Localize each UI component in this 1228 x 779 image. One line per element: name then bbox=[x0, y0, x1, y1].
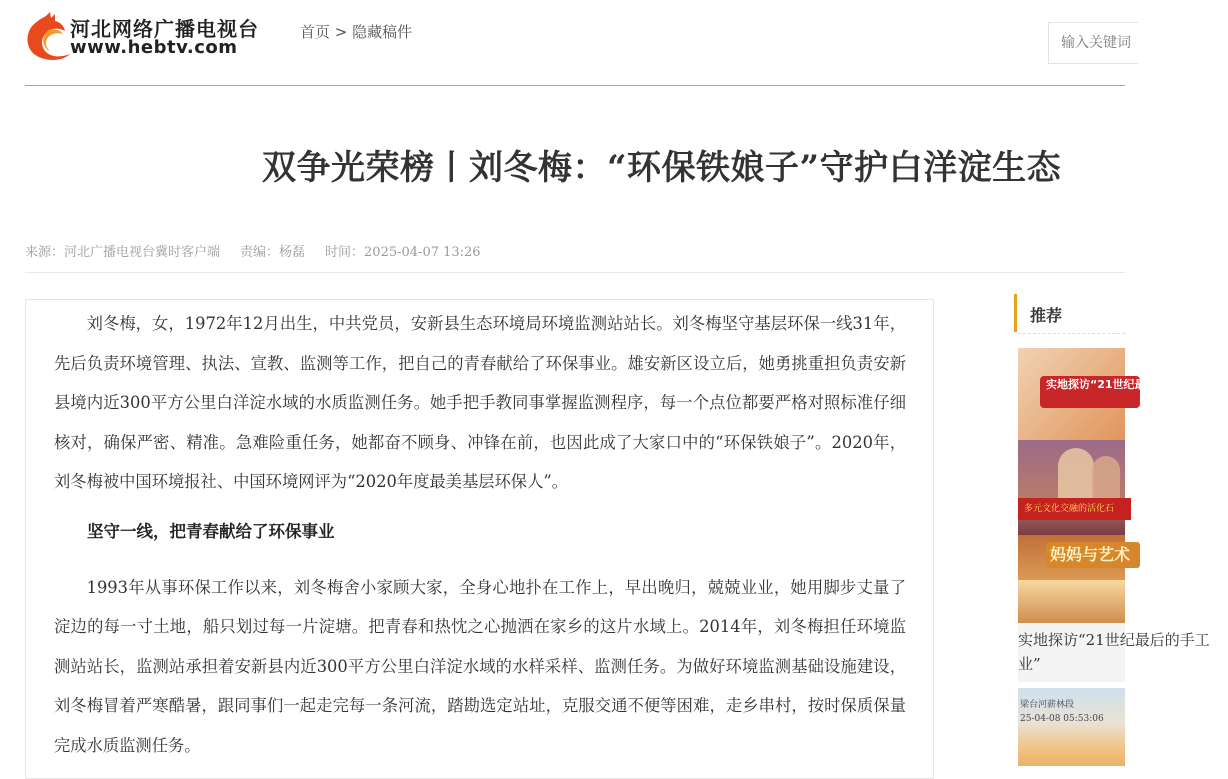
recommend-thumbnail[interactable] bbox=[1018, 348, 1208, 623]
thumbnail-overlay-text bbox=[1020, 698, 1104, 726]
breadcrumb-separator: > bbox=[330, 23, 353, 41]
article-title: 双争光荣榜丨刘冬梅：“环保铁娘子”守护白洋淀生态 bbox=[262, 148, 1062, 188]
logo-url: www.hebtv.com bbox=[70, 37, 238, 58]
thumbnail-banner: 实地探访“21世纪最后的手工业” bbox=[1040, 376, 1140, 408]
breadcrumb-current[interactable]: 隐藏稿件 bbox=[352, 23, 413, 41]
recommend-card[interactable] bbox=[1018, 688, 1125, 766]
recommend-heading bbox=[1014, 294, 1128, 332]
site-logo[interactable] bbox=[24, 12, 259, 62]
breadcrumb bbox=[300, 21, 412, 42]
thumbnail-logo: 妈妈与艺术 bbox=[1046, 542, 1140, 568]
article-editor: 责编：杨磊 bbox=[240, 245, 306, 260]
logo-chinese-name: 河北网络广播电视台 bbox=[70, 17, 259, 41]
recommend-caption[interactable] bbox=[1018, 628, 1210, 676]
article-paragraph: 1993年从事环保工作以来，刘冬梅舍小家顾大家，全身心地扑在工作上，早出晚归，兢兢业业，她用脚步丈量了淀边的每一寸土地，船只划过每一片淀塘。把青春和热忱之心抛洒在家乡的这片水域上。2014年，刘冬梅担任环境监测站站长，监测站承担着安新县内近300平方公里白洋淀水域的水样采样、监测任务。为做好环境监测基础设施建设，刘冬梅冒着严寒酷暑，跟同事们一起走完每一条河流，踏勘选定站址，克服交通不便等困难，走乡串村，按时保质保量完成水质监测任务。 bbox=[54, 577, 906, 755]
logo-flame-icon bbox=[24, 12, 76, 60]
recommend-caption-text: 实地探访“21世纪最后的手工业” bbox=[1018, 631, 1210, 673]
header-divider bbox=[25, 85, 1125, 86]
article-body bbox=[25, 299, 934, 779]
article-subheading: 坚守一线，把青春献给了环保事业 bbox=[87, 521, 335, 541]
article-time: 时间：2025-04-07 13:26 bbox=[325, 245, 481, 260]
recommend-card[interactable] bbox=[1018, 348, 1210, 682]
meta-divider bbox=[25, 272, 1125, 273]
article-source: 来源：河北广播电视台冀时客户端 bbox=[25, 245, 221, 260]
recommend-heading-label: 推荐 bbox=[1030, 306, 1063, 325]
breadcrumb-home-link[interactable]: 首页 bbox=[300, 23, 331, 41]
thumbnail-overlay-line: 25-04-08 05:53:06 bbox=[1020, 714, 1104, 724]
search-box bbox=[1048, 22, 1138, 64]
thumbnail-strip: 多元文化交融的活化石 bbox=[1018, 498, 1131, 520]
article-paragraph: 刘冬梅，女，1972年12月出生，中共党员，安新县生态环境局环境监测站站长。刘冬梅坚守基层环保一线31年，先后负责环境管理、执法、宣教、监测等工作，把自己的青春献给了环保事业。雄安新区设立后，她勇挑重担负责安新县境内近300平方公里白洋淀水域的水质监测任务。她手把手教同事掌握监测程序，每一个点位都要严格对照标准仔细核对，确保严密、精准。急难险重任务，她都奋不顾身、冲锋在前，也因此成了大家口中的“环保铁娘子”。2020年，刘冬梅被中国环境报社、中国环境网评为“2020年度最美基层环保人”。 bbox=[54, 314, 906, 491]
thumbnail-overlay-line: 梁台河薪林段 bbox=[1020, 700, 1075, 710]
recommend-divider bbox=[1018, 333, 1125, 334]
thumbnail-book bbox=[1018, 580, 1125, 623]
article-meta bbox=[25, 241, 501, 260]
search-input[interactable] bbox=[1049, 23, 1138, 63]
